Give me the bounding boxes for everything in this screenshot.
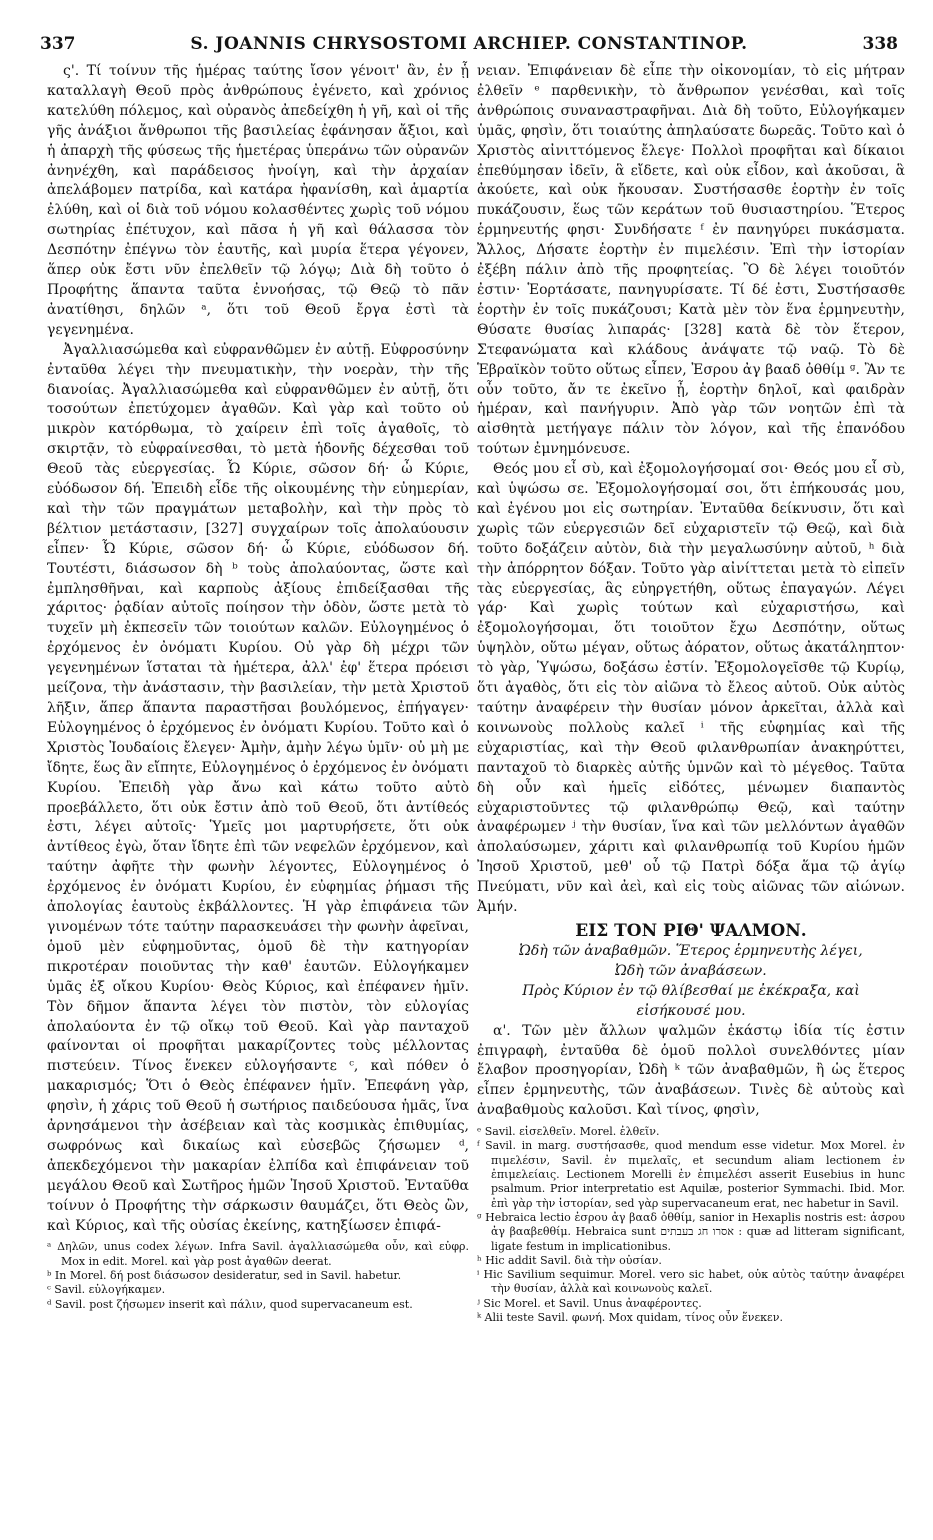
psalm-subtitle-line-1: Ὠδὴ τῶν ἀναβαθμῶν. Ἕτερος ἑρμηνευτὴς λέγει,: [519, 942, 863, 959]
commentary-paragraph: Ἀγαλλιασώμεθα καὶ εὐφρανθῶμεν ἐν αὐτῇ. Εὐφροσύνην ἐνταῦθα λέγει τὴν πνευματικὴν, τὴν νοερὰν, τὴν τῆς διανοίας. Ἀγαλλιασώμεθα καὶ εὐφρανθῶμεν ἐν αὐτῇ, ὅτι τοσούτων ἐπετύχομεν ἀγαθῶν. Καὶ γὰρ καὶ τοῦτο οὐ μικρὸν κατόρθωμα, τὸ χαίρειν ἐπὶ τοῖς ἀγαθοῖς, τὸ σκιρτᾷν, τὸ εὐφραίνεσθαι, τὸ μετὰ ἡδονῆς δέχεσθαι τοῦ Θεοῦ τὰς εὐεργεσίας. Ὦ Κύριε, σῶσον δή· ὦ Κύριε, εὐόδωσον δή. Ἐπειδὴ εἶδε τῆς οἰκουμένης τὴν εὐημερίαν, καὶ τὴν τῶν πραγμάτων μεταβολὴν, καὶ τὴν πρὸς τὸ βέλτιον μετάστασιν, [327] συγχαίρων τοῖς ἀπολαύουσιν εἶπεν· Ὦ Κύριε, σῶσον δή· ὦ Κύριε, εὐόδωσον δή. Τουτέστι, διάσωσον δὴ ᵇ τοὺς ἀπολαύοντας, ὥστε καὶ ἐμπλησθῆναι, καὶ καρποὺς ἀξίους ἐπιδείξασθαι τῆς χάριτος· ῥᾳδίαν αὐτοῖς ποίησον τὴν ὁδὸν, ὥστε μετὰ τὸ τυχεῖν μὴ ἐκπεσεῖν τῶν τοιούτων καλῶν. Εὐλογημένος ὁ ἐρχόμενος ἐν ὀνόματι Κυρίου. Οὐ γὰρ δὴ μέχρι τῶν γεγενημένων ἵσταται τὰ ἡμέτερα, ἀλλ' ἐφ' ἕτερα πρόεισι μείζονα, τὴν ἀνάστασιν, τὴν βασιλείαν, τὴν μετὰ Χριστοῦ λῆξιν, ἅπερ ἅπαντα παραστῆσαι βουλόμενος, ἐπήγαγεν· Εὐλογημένος ὁ ἐρχόμενος ἐν ὀνόματι Κυρίου. Τοῦτο καὶ ὁ Χριστὸς Ἰουδαίοις ἔλεγεν· Ἀμὴν, ἀμὴν λέγω ὑμῖν· οὐ μὴ με ἴδητε, ἕως ἂν εἴπητε, Εὐλογημένος ὁ ἐρχόμενος ἐν ὀνόματι Κυρίου. Ἐπειδὴ γὰρ ἄνω καὶ κάτω τοῦτο αὐτὸ προεβάλλετο, ὅτι οὐκ ἔστιν ἀπὸ τοῦ Θεοῦ, ὅτι ἀντίθεός ἐστι, λέγει αὐτοῖς· Ὑμεῖς μοι μαρτυρήσετε, ὅτι οὐκ ἀντίθεος ἐγὼ, ὅταν ἴδητε ἐπὶ τῶν νεφελῶν ἐρχόμενον, καὶ ταύτην ἀφῆτε τὴν φωνὴν λέγοντες, Εὐλογημένος ὁ ἐρχόμενος ἐν ὀνόματι Κυρίου, ἐν εὐφημίας ῥήμασι τῆς ἀπολογίας ἑαυτοὺς ἐκβάλλοντες. Ἡ γὰρ ἐπιφάνεια τῶν γινομένων τότε ταύτην παρασκευάσει τὴν φωνὴν ἀφεῖναι, ὁμοῦ μὲν εὐφημοῦντας, ὁμοῦ δὲ τὴν κατηγορίαν πικροτέραν ποιοῦντας τὴν καθ' ἑαυτῶν. Εὐλογήκαμεν ὑμᾶς ἐξ οἴκου Κυρίου· Θεὸς Κύριος, καὶ ἐπέφανεν ἡμῖν. Τὸν δῆμον ἅπαντα λέγει τὸν πιστὸν, τὸν εὐλογίας ἀπολαύοντα ἐν τῷ οἴκῳ τοῦ Θεοῦ. Καὶ γὰρ πανταχοῦ φαίνονται οἱ προφῆται μακαρίζοντες τοὺς μέλλοντας πιστεύειν. Τίνος ἕνεκεν εὐλογήσαντε ᶜ, καὶ πόθεν ὁ μακαρισμός; Ὅτι ὁ Θεὸς ἐπέφανεν ἡμῖν. Ἐπεφάνη γὰρ, φησὶν, ἡ χάρις τοῦ Θεοῦ ἡ σωτήριος παιδεύουσα ἡμᾶς, ἵνα ἀρνησάμενοι τὴν ἀσέβειαν καὶ τὰς κοσμικὰς ἐπιθυμίας, σωφρόνως καὶ δικαίως καὶ εὐσεβῶς ζήσωμεν ᵈ, ἀπεκδεχόμενοι τὴν μακαρίαν ἐλπίδα καὶ ἐπιφάνειαν τοῦ μεγάλου Θεοῦ καὶ Σωτῆρος ἡμῶν Ἰησοῦ Χριστοῦ. Ἐνταῦθα τοίνυν ὁ Προφήτης τὴν σάρκωσιν θαυμάζει, ὅτι Θεὸς ὢν, καὶ Κύριος, καὶ τῆς οὐσίας ἐκείνης, κατηξίωσεν ἐπιφά-: [47, 341, 469, 1234]
section-1-paragraph: α'. Τῶν μὲν ἄλλων ψαλμῶν ἑκάστῳ ἰδία τίς ἐστιν ἐπιγραφὴ, ἐνταῦθα δὲ ὁμοῦ πολλοὶ συνελθόντες μίαν ἔλαβον προσηγορίαν, Ὠδὴ ᵏ τῶν ἀναβαθμῶν, ἢ ὡς ἕτερος εἶπεν ἑρμηνευτὴς, τῶν ἀναβάσεων. Τινὲς δὲ αὐτοὺς καὶ ἀναβαθμοὺς καλοῦσι. Καὶ τίνος, φησὶν,: [477, 1022, 905, 1119]
continuation-paragraph: νειαν. Ἐπιφάνειαν δὲ εἶπε τὴν οἰκονομίαν, τὸ εἰς μήτραν ἐλθεῖν ᵉ παρθενικὴν, τὸ ἄνθρωπον γενέσθαι, καὶ τοῖς ἀνθρώποις συναναστραφῆναι. Διὰ δὴ τοῦτο, Εὐλογήκαμεν ὑμᾶς, φησὶν, ὅτι τοιαύτης ἀπηλαύσατε δωρεᾶς. Τοῦτο καὶ ὁ Χριστὸς αἰνιττόμενος ἔλεγε· Πολλοὶ προφῆται καὶ δίκαιοι ἐπεθύμησαν ἰδεῖν, ἃ εἴδετε, καὶ οὐκ εἶδον, καὶ ἀκοῦσαι, ἃ ἀκούετε, καὶ οὐκ ἤκουσαν. Συστήσασθε ἑορτὴν ἐν τοῖς πυκάζουσιν, ἕως τῶν κεράτων τοῦ θυσιαστηρίου. Ἕτερος ἑρμηνευτής φησι· Συνδήσατε ᶠ ἐν πανηγύρει πυκάσματα. Ἄλλος, Δήσατε ἑορτὴν ἐν πιμελέσιν. Ἐπὶ τὴν ἱστορίαν ἐξέβη πάλιν ἀπὸ τῆς προφητείας. Ὃ δὲ λέγει τοιοῦτόν ἐστιν· Ἑορτάσατε, πανηγυρίσατε. Τί δέ ἐστι, Συστήσασθε ἑορτὴν ἐν τοῖς πυκάζουσι; Κατὰ μὲν τὸν ἕνα ἑρμηνευτὴν, Θύσατε θυσίας λιπαράς· [328] κατὰ δὲ τὸν ἕτερον, Στεφανώματα καὶ κλάδους ἀνάψατε τῷ ναῷ. Τὸ δὲ Ἑβραϊκὸν τοῦτο οὕτως εἶπεν, Ἐσρου ἀγ βααδ ὀθθίμ ᵍ. Ἂν τε οὖν τοῦτο, ἄν τε ἐκεῖνο ᾖ, ἑορτὴν δηλοῖ, καὶ φαιδρὰν ἡμέραν, καὶ πανήγυριν. Ἀπὸ γὰρ τῶν νοητῶν ἐπὶ τὰ αἰσθητὰ μετήγαγε πάλιν τὸν λόγον, καὶ τῆς ἐπανόδου τούτων ἐμνημόνευσε.: [477, 63, 905, 458]
psalm-subtitle-line-2: Ὠδὴ τῶν ἀναβάσεων.: [615, 962, 767, 979]
page-number-right: 338: [862, 34, 898, 54]
psalm-heading: ΕΙΣ ΤΟΝ ΡΙΘ' ΨΑΛΜΟΝ.: [575, 920, 807, 941]
running-title: S. JOANNIS CHRYSOSTOMI ARCHIEP. CONSTANTINOP.: [190, 34, 748, 54]
section-6-paragraph: ς'. Τί τοίνυν τῆς ἡμέρας ταύτης ἴσον γένοιτ' ἂν, ἐν ᾗ καταλλαγὴ Θεοῦ πρὸς ἀνθρώπους ἐγένετο, καὶ χρόνιος κατελύθη πόλεμος, καὶ οὐρανὸς ἀπεδείχθη ἡ γῆ, καὶ οἱ τῆς γῆς ἀνάξιοι ἄνθρωποι τῆς βασιλείας ἐφάνησαν ἄξιοι, καὶ ἡ ἀπαρχὴ τῆς φύσεως τῆς ἡμετέρας ὑπεράνω τῶν οὐρανῶν ἀνηνέχθη, καὶ παράδεισος ἠνοίγη, καὶ τὴν ἀρχαίαν ἀπελάβομεν πατρίδα, καὶ κατάρα ἠφανίσθη, καὶ ἁμαρτία ἐλύθη, καὶ οἱ διὰ τοῦ νόμου κολασθέντες χωρὶς τοῦ νόμου σωτηρίας ἐπέτυχον, καὶ πᾶσα ἡ γῆ καὶ θάλασσα τὸν Δεσπότην ἐπέγνω τὸν ἑαυτῆς, καὶ μυρία ἕτερα γέγονεν, ἅπερ οὐκ ἔστι νῦν ἐπελθεῖν τῷ λόγῳ; Διὰ δὴ τοῦτο ὁ Προφήτης ἅπαντα ταῦτα ἐννοήσας, τῷ Θεῷ τὸ πᾶν ἀνατίθησι, δηλῶν ᵃ, ὅτι τοῦ Θεοῦ ἔργα ἐστὶ τὰ γεγενημένα.: [47, 63, 469, 338]
page-number-left: 337: [40, 34, 76, 54]
page-header: [40, 34, 898, 58]
right-column: [477, 62, 905, 1325]
footnote-g: ᵍ Hebraica lectio ἐσρου ἀγ βααδ ὀθθίμ, sanior in Hexaplis nostris est: ἀσρου ἀγ βααβεθθίμ. Hebraica sunt אסרו חג בעבתים : quæ ad litteram significant, ligate festum in implicationibus.: [477, 1210, 905, 1253]
footnote-k: ᵏ Alii teste Savil. φωνή. Mox quidam, τίνος οὖν ἕνεκεν.: [477, 1310, 783, 1324]
footnote-f: ᶠ Savil. in marg. συστήσασθε, quod mendum esse videtur. Mox Morel. ἐν πιμελέσιν, Savil. ἐν πιμελαῖς, et secundum aliam lectionem ἐν ἐπιμελείαις. Lectionem Morelli ἐν ἐπιμελέσι asserit Eusebius in hunc psalmum. Prior interpretatio est Aquilæ, posterior Symmachi. Ibid. Mor. ἐπὶ γὰρ τὴν ἱστορίαν, sed γὰρ supervacaneum erat, nec habetur in Savil.: [477, 1139, 905, 1210]
psalm-verse-paragraph: Θεός μου εἶ σὺ, καὶ ἐξομολογήσομαί σοι· Θεός μου εἶ σὺ, καὶ ὑψώσω σε. Ἐξομολογήσομαί σοι, ὅτι ἐπήκουσάς μου, καὶ ἐγένου μοι εἰς σωτηρίαν. Ἐνταῦθα δείκνυσιν, ὅτι καὶ χωρὶς τῶν εὐεργεσιῶν δεῖ εὐχαριστεῖν τῷ Θεῷ, καὶ διὰ τοῦτο δοξάζειν αὐτὸν, διὰ τὴν μεγαλωσύνην αὐτοῦ, ʰ διὰ τὴν ἀπόρρητον δόξαν. Τοῦτο γὰρ αἰνίττεται μετὰ τὸ εἰπεῖν τὰς εὐεργεσίας, ἃς εὐηργετήθη, οὕτως ἐπαγαγών. Λέγει γάρ· Καὶ χωρὶς τούτων καὶ εὐχαριστήσω, καὶ ἐξομολογήσομαι, ὅτι τοιοῦτον ἔχω Δεσπότην, οὕτως ὑψηλὸν, οὕτω μέγαν, οὕτως ἀόρατον, οὕτως ἀκατάληπτον· τὸ γὰρ, Ὑψώσω, δοξάσω ἐστίν. Ἐξομολογεῖσθε τῷ Κυρίῳ, ὅτι ἀγαθὸς, ὅτι εἰς τὸν αἰῶνα τὸ ἔλεος αὐτοῦ. Οὐκ αὐτὸς ταύτην ἀναφέρειν τὴν θυσίαν μόνον ἀρκεῖται, ἀλλὰ καὶ κοινωνοὺς πολλοὺς καλεῖ ⁱ τῆς εὐφημίας καὶ τῆς εὐχαριστίας, καὶ τὴν Θεοῦ φιλανθρωπίαν ἀνακηρύττει, πανταχοῦ τὸ διαρκὲς αὐτῆς ὑμνῶν καὶ τὸ μέγεθος. Ταῦτα δὴ οὖν καὶ ἡμεῖς εἰδότες, μένωμεν διαπαντὸς εὐχαριστοῦντες τῷ φιλανθρώπῳ Θεῷ, καὶ ταύτην ἀναφέρωμεν ʲ τὴν θυσίαν, ἵνα καὶ τῶν μελλόντων ἀγαθῶν ἀπολαύσωμεν, χάριτι καὶ φιλανθρωπίᾳ τοῦ Κυρίου ἡμῶν Ἰησοῦ Χριστοῦ, μεθ' οὗ τῷ Πατρὶ δόξα ἅμα τῷ ἁγίῳ Πνεύματι, νῦν καὶ ἀεὶ, καὶ εἰς τοὺς αἰῶνας τῶν αἰώνων. Ἀμήν.: [477, 461, 905, 916]
footnote-a: ᵃ Δηλῶν, unus codex λέγων. Infra Savil. ἀγαλλιασώμεθα οὖν, καὶ εὐφρ. Mox in edit. Morel. καὶ γὰρ post ἀγαθῶν deerat.: [47, 1240, 469, 1268]
left-column: [47, 62, 469, 1312]
footnotes-right: [477, 1125, 905, 1325]
footnote-d: ᵈ Savil. post ζήσωμεν inserit καὶ πάλιν, quod supervacaneum est.: [47, 1297, 413, 1311]
psalm-subtitle-line-4: εἰσήκουσέ μου.: [636, 1002, 746, 1019]
footnote-j: ʲ Sic Morel. et Savil. Unus ἀναφέροντες.: [477, 1296, 702, 1310]
footnotes-left: [47, 1240, 469, 1311]
psalm-subtitle-line-3: Πρὸς Κύριον ἐν τῷ θλίβεσθαί με ἐκέκραξα, καὶ: [522, 982, 860, 999]
footnote-e: ᵉ Savil. εἰσελθεῖν. Morel. ἐλθεῖν.: [477, 1125, 660, 1139]
footnote-i: ⁱ Hic Savilium sequimur. Morel. vero sic habet, οὐκ αὐτὸς ταύτην ἀναφέρει τὴν θυσίαν, ἀλλὰ καὶ κοινωνοὺς καλεῖ.: [477, 1268, 905, 1296]
footnote-b: ᵇ In Morel. δή post διάσωσον desideratur, sed in Savil. habetur.: [47, 1269, 402, 1283]
footnote-h: ʰ Hic addit Savil. διὰ τὴν οὐσίαν.: [477, 1253, 662, 1267]
footnote-c: ᶜ Savil. εὐλογήκαμεν.: [47, 1283, 166, 1297]
